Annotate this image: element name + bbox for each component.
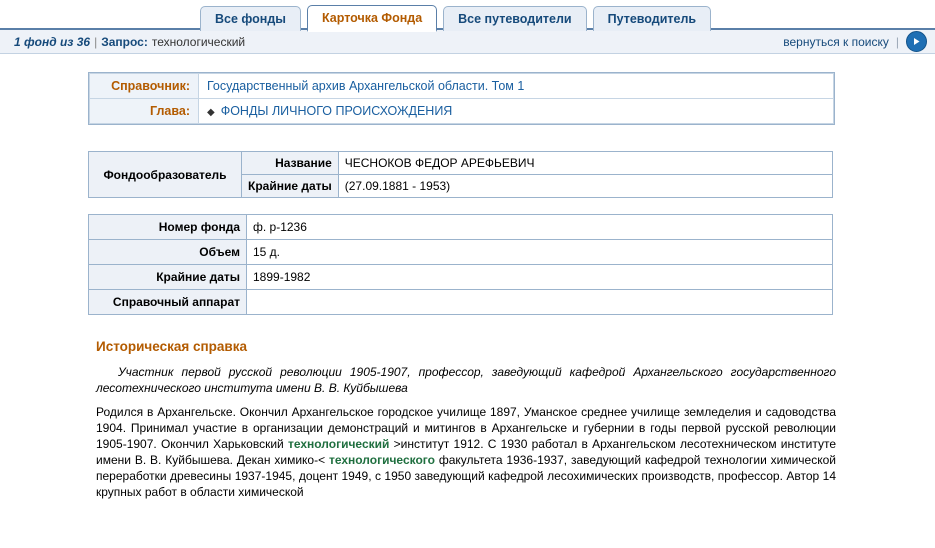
table-row <box>89 240 833 265</box>
query-value: технологический <box>151 34 246 49</box>
historical-note-lead: Участник первой русской революции 1905-1907, профессор, заведующий кафедрой Архангельского государственного лесотехнического института имени В. В. Куйбышева <box>96 365 836 395</box>
field-value-fund-number: ф. р-1236 <box>247 215 833 240</box>
query-separator: | <box>94 34 98 49</box>
creator-key-dates: Крайние даты <box>242 175 339 198</box>
creator-title: Фондообразователь <box>89 152 242 198</box>
toolbar-divider: | <box>895 34 899 49</box>
guide-value[interactable] <box>199 74 834 99</box>
result-count: 1 фонд из 36 <box>14 34 91 49</box>
tab-all-guides[interactable]: Все путеводители <box>443 6 586 31</box>
tab-fund-card[interactable]: Карточка Фонда <box>307 5 437 32</box>
table-row <box>89 215 833 240</box>
historical-body-part-3: факультета 1936-1937, заведующий кафедрой технологии химической переработки древесины 1937-1945, доцент 1949, с 1950 заведующий кафедрой лесохимических производств, профессор. Автор 14 крупных работ в области химической <box>96 453 836 499</box>
chapter-link[interactable]: ФОНДЫ ЛИЧНОГО ПРОИСХОЖДЕНИЯ <box>220 104 453 118</box>
creator-row-name <box>89 152 833 175</box>
historical-note <box>96 339 836 500</box>
guide-link[interactable]: Государственный архив Архангельской области. Том 1 <box>207 79 525 93</box>
chapter-label: Глава: <box>90 99 199 124</box>
field-key-extreme-dates: Крайние даты <box>89 265 247 290</box>
creator-key-name: Название <box>242 152 339 175</box>
creator-value-name: ЧЕСНОКОВ ФЕДОР АРЕФЬЕВИЧ <box>338 152 832 175</box>
historical-body-part-1: Родился в Архангельске. Окончил Архангельское городское училище 1897, Уманское среднее училище земледелия и садоводства 1904. Принимал участие в организации демонстраций и митингов в Архангельске и губернии в годы первой русской революции 1905-1907. Окончил Харьковский <box>96 405 836 451</box>
field-value-extreme-dates: 1899-1982 <box>247 265 833 290</box>
field-value-volume: 15 д. <box>247 240 833 265</box>
field-key-finding-aids: Справочный аппарат <box>89 290 247 315</box>
creator-value-dates: (27.09.1881 - 1953) <box>338 175 832 198</box>
query-label: Запрос: <box>101 34 148 49</box>
field-key-fund-number: Номер фонда <box>89 215 247 240</box>
query-bar <box>0 30 935 54</box>
highlight-term-2: технологического <box>328 453 435 467</box>
diamond-bullet-icon: ◆ <box>207 107 215 118</box>
reference-row-guide <box>90 74 834 99</box>
guide-label: Справочник: <box>90 74 199 99</box>
field-key-volume: Объем <box>89 240 247 265</box>
historical-note-heading: Историческая справка <box>96 339 247 354</box>
tab-guide[interactable]: Путеводитель <box>593 6 711 31</box>
creator-table <box>88 151 833 198</box>
table-row <box>89 265 833 290</box>
tab-all-funds[interactable]: Все фонды <box>200 6 301 31</box>
main-content <box>0 72 935 500</box>
table-row <box>89 290 833 315</box>
field-value-finding-aids <box>247 290 833 315</box>
arrow-right-icon[interactable] <box>906 31 927 52</box>
chapter-value[interactable] <box>199 99 834 124</box>
fund-fields-table <box>88 214 833 315</box>
reference-row-chapter <box>90 99 834 124</box>
back-to-search-link[interactable]: вернуться к поиску <box>783 34 889 49</box>
highlight-term-1: технологический <box>287 437 390 451</box>
reference-block <box>88 72 835 125</box>
historical-note-body <box>96 404 836 500</box>
historical-body-part-2: >институт 1912. С 1930 работал в Архангельском лесотехническом институте имени В. В. Куйбышева. Декан химико-< <box>96 437 836 467</box>
tab-bar <box>0 0 935 30</box>
